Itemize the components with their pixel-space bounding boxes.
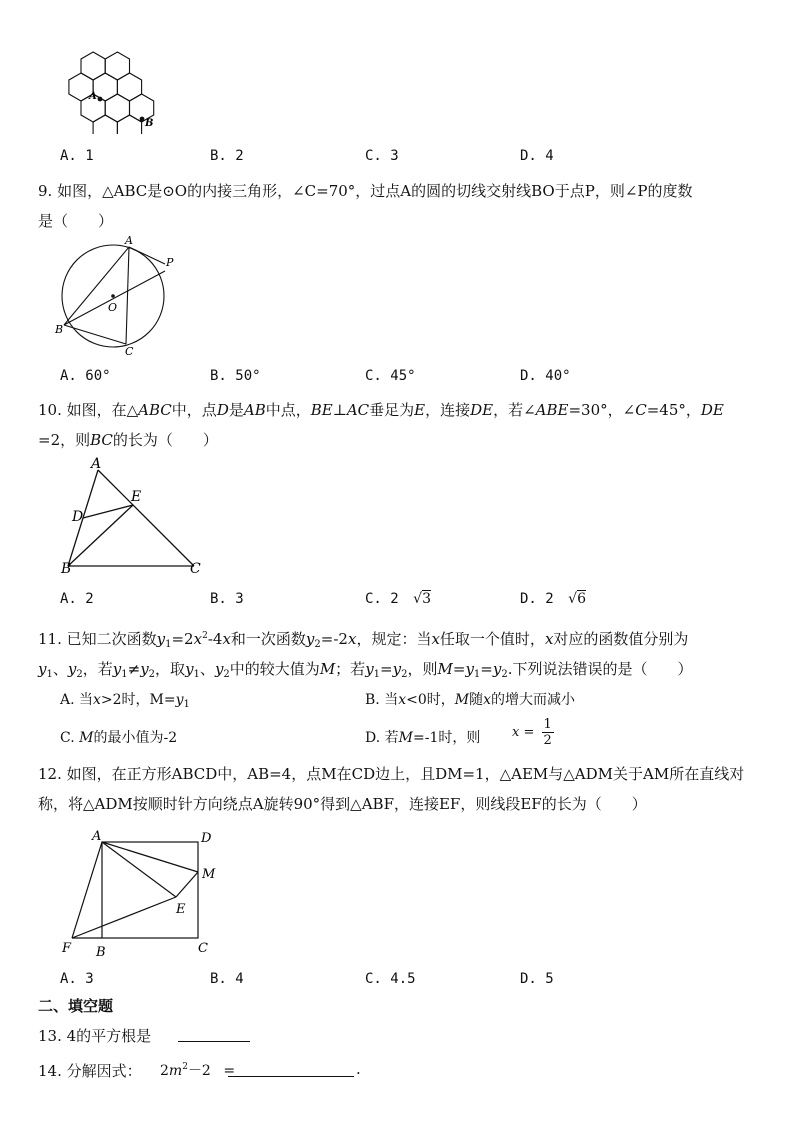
hexagon-cell [117,73,141,101]
q11-option-c[interactable]: C. M的最小值为-2 [60,730,178,746]
q9-option-b[interactable]: B. 50° [210,368,261,384]
label-d: D [72,509,84,525]
label-p: P [166,256,174,269]
label-b: B [96,945,106,960]
label-c: C [125,345,134,358]
label-e: E [131,489,142,505]
label-a: A [92,829,102,844]
q13-answer-blank[interactable] [178,1040,250,1042]
q9-option-d[interactable]: D. 40° [520,368,571,384]
q12-option-d[interactable]: D. 5 [520,971,554,987]
q10-stem-line1: 10. 如图，在△ABC中，点D是AB中点，BE⊥AC垂足为E，连接DE，若∠ABE=30°，∠C=45°，DE [38,401,724,419]
q10-option-a[interactable]: A. 2 [60,591,94,607]
q9-stem-line2: 是（ ） [38,212,114,230]
q10-triangle-figure [58,454,208,578]
label-b: B [145,118,154,129]
label-a: A [89,91,97,102]
q9-circle-figure [54,234,184,358]
q12-stem-line1: 12. 如图，在正方形ABCD中，AB=4，点M在CD边上，且DM=1，△AEM与△ADM关于AM所在直线对 [38,765,745,783]
label-o: O [108,301,118,314]
q10-option-b[interactable]: B. 3 [210,591,244,607]
point-a [98,97,103,102]
label-d: D [201,831,212,846]
q14-period: . [356,1060,361,1078]
q9-stem-line1: 9. 如图，△ABC是⊙O的内接三角形，∠C=70°，过点A的圆的切线交射线BO于点P，则∠P的度数 [38,182,693,200]
q10-option-c[interactable]: C. 2 √3 [365,591,431,607]
section-heading: 二、填空题 [38,997,114,1015]
label-m: M [202,867,216,882]
q8-option-c[interactable]: C. 3 [365,148,399,164]
hexagon-cell [105,52,129,80]
label-c: C [190,561,201,577]
q9-option-c[interactable]: C. 45° [365,368,416,384]
q11-stem-line1: 11. 已知二次函数$y_1=2x^2-4x$和一次函数$y_2=-2x$，规定：当x任取一个值时，x对应的函数值分别为 [38,630,689,650]
q11-stem-line2: $y_1$、$y_2$，若$y_1\ne y_2$，取$y_1$、$y_2$中的较大值为M；若$y_1=y_2$，则$M=y_1=y_2$.下列说法错误的是（ ） [38,660,693,680]
q9-option-a[interactable]: A. 60° [60,368,111,384]
label-a: A [125,234,133,247]
q12-option-b[interactable]: B. 4 [210,971,244,987]
hexagon-cell [105,94,129,122]
q12-option-a[interactable]: A. 3 [60,971,94,987]
label-b: B [55,323,64,336]
q13-stem: 13. 4的平方根是 [38,1027,152,1045]
q11-option-d[interactable]: D. 若M=-1时，则 [365,730,481,746]
label-e: E [176,902,186,917]
hexagon-cell [117,115,141,134]
q14-answer-blank[interactable] [228,1075,354,1077]
q12-square-figure [58,826,228,960]
q11-option-d-fraction: x = $\frac{1}{2}$ [512,717,552,748]
q12-option-c[interactable]: C. 4.5 [365,971,416,987]
honeycomb-figure [68,48,168,134]
q14-stem: 14. 分解因式： [38,1062,142,1080]
sqrt-symbol: √6 [568,591,586,607]
hexagon-cell [81,52,105,80]
q11-option-a[interactable]: A. 当x>2时，$M=y_1$ [60,692,190,710]
q14-expression: $2m^2-2$ = [160,1062,236,1079]
sqrt-symbol: √3 [413,591,431,607]
q11-option-b[interactable]: B. 当x<0时，M随x的增大而减小 [365,692,575,708]
q8-option-d[interactable]: D. 4 [520,148,554,164]
label-a: A [91,456,102,472]
q10-stem-line2: =2，则BC的长为（ ） [38,431,218,449]
label-c: C [198,941,208,956]
label-b: B [61,561,72,577]
q8-option-b[interactable]: B. 2 [210,148,244,164]
q8-option-a[interactable]: A. 1 [60,148,94,164]
label-f: F [62,941,72,956]
q10-option-d[interactable]: D. 2 √6 [520,591,586,607]
q12-stem-line2: 称，将△ADM按顺时针方向绕点A旋转90°得到△ABF，连接EF，则线段EF的长为（ ） [38,795,647,813]
point-b [140,117,145,122]
hexagon-cell [93,115,117,134]
